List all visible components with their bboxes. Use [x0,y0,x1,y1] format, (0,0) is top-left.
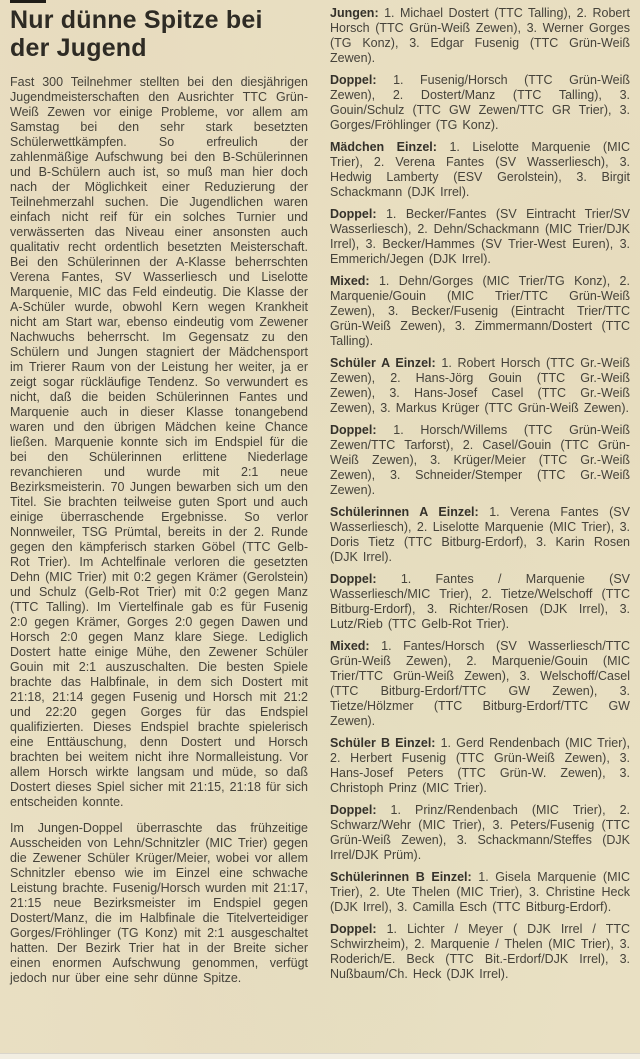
section-text: 1. Gisela Marquenie (MIC Trier), 2. Ute Thelen (MIC Trier), 3. Christine Heck (DJK Irrel), 3. Camilla Esch (TTC Bitburg-Erdorf). [330,870,631,914]
section-text: 1. Verena Fantes (SV Wasserliesch), 2. Liselotte Marquenie (MIC Trier), 3. Doris Tietz (TTC Bitburg-Erdorf), 3. Karin Rosen (DJK Irrel). [330,505,630,564]
section-text: 1. Fantes / Marquenie (SV Wasserliesch/MIC Trier), 2. Tietze/Welschoff (TTC Bitburg-Erdorf), 3. Richter/Rosen (DJK Irrel), 3. Lutz/Rieb (TTC Gelb-Rot Trier). [330,572,630,631]
results-section-maedchen-doppel [330,207,630,267]
scan-bottom-edge [0,1053,640,1059]
results-section-schuelerinnen-a-doppel [330,572,630,632]
results-section-schuelerinnen-a-einzel [330,505,630,565]
results-section-schueler-mixed [330,639,630,729]
section-text: 1. Gerd Rendenbach (MIC Trier), 2. Herbert Fusenig (TTC Grün-Weiß Zewen), 3. Hans-Josef Peters (TTC Grün-W. Zewen), 3. Christoph Prinz (MIC Trier). [330,736,631,795]
section-text: 1. Liselotte Marquenie (MIC Trier), 2. Verena Fantes (SV Wasserliesch), 3. Hedwig Lamberty (ESV Gerolstein), 3. Birgit Schackmann (DJK Irrel). [330,140,631,199]
section-label: Doppel: [330,423,377,437]
section-text: 1. Horsch/Willems (TTC Grün-Weiß Zewen/TTC Tarforst), 2. Casel/Gouin (TTC Grün-Weiß Zewen), 3. Krüger/Meier (TTC Gr.-Weiß Zewen), 3. Schneider/Stemper (TTC Gr.-Weiß Zewen). [330,423,630,497]
section-label: Mixed: [330,639,370,653]
section-text: 1. Robert Horsch (TTC Gr.-Weiß Zewen), 2. Hans-Jörg Gouin (TTC Gr.-Weiß Zewen), 3. Hans-Josef Casel (TTC Gr.-Weiß Zewen), 3. Markus Krüger (TTC Grün-Weiß Zewen). [330,356,630,415]
top-rule-fragment [10,0,46,3]
results-section-jungen-doppel [330,73,630,133]
results-section-jungen-einzel [330,6,630,66]
section-label: Schülerinnen B Einzel: [330,870,472,884]
section-label: Doppel: [330,803,377,817]
results-section-schueler-a-doppel [330,423,630,498]
results-section-maedchen-einzel [330,140,630,200]
results-section-schueler-b-doppel [330,803,630,863]
section-text: 1. Prinz/Rendenbach (MIC Trier), 2. Schwarz/Wehr (MIC Trier), 3. Peters/Fusenig (TTC Grün-Weiß Zewen), 3. Schackmann/Steffes (DJK Irrel/DJK Prüm). [330,803,630,862]
section-label: Schüler A Einzel: [330,356,436,370]
section-text: 1. Lichter / Meyer ( DJK Irrel / TTC Schwirzheim), 2. Marquenie / Thelen (MIC Trier), 3. Roderich/E. Beck (TTC Bit.-Erdorf/DJK Irrel), 3. Nußbaum/Ch. Heck (DJK Irrel). [330,922,631,981]
section-label: Jungen: [330,6,379,20]
article-headline: Nur dünne Spitze bei der Jugend [10,6,263,62]
results-section-jugend-mixed [330,274,630,349]
results-column [330,5,630,997]
section-label: Schülerinnen A Einzel: [330,505,479,519]
article-paragraph-1: Fast 300 Teilnehmer stellten bei den diesjährigen Jugendmeisterschaften den Ausrichter TTC Grün-Weiß Zewen vor einige Probleme, vor allem am Samstag bei den sehr stark besetzten Schülerwettkämpfen. So erfreulich der zahlenmäßige Aufschwung bei den B-Schülerinnen und B-Schülern auch ist, so muß man hier doch nach der Möglichkeit einer Reduzierung der Teilnehmerzahl suchen. Die Jugendlichen waren einfach nicht reif für ein solches Turnier und verwässerten das Niveau einer ansonsten auch qualitativ recht ordentlich besetzten Meisterschaft. Bei den Schülerinnen der A-Klasse beherrschten Verena Fantes, SV Wasserliesch und Liselotte Marquenie, MIC das Feld eindeutig. Die Klasse der A-Schüler wurde, obwohl Kern wegen Krankheit nicht am Start war, ebenso eindeutig vom Zewener Nachwuchs beherrscht. Im Gegensatz zu den Schülern und Jungen stagniert der Mädchensport im Trierer Raum von der Leistung her weiter, ja er zeigt sogar rückläufige Tendenz. So verwundert es nicht, daß die beiden Schülerinnen Fantes und Marquenie auch in dieser Klasse tonangebend waren und den übrigen Mädchen keine Chance ließen. Marquenie konnte sich im Endspiel für die bei den Schülerinnen erlittene Niederlage revanchieren und wurde mit 2:1 neue Bezirksmeisterin. 70 Jungen bewarben sich um den Titel. Sie brachten teilweise guten Sport und auch einige überraschende Ergebnisse. So verlor Nonnweiler, TSG Prümtal, bereits in der 2. Runde gegen den kämpferisch starken Göbel (TTC Gelb-Rot Trier). Im Achtelfinale verloren die gesetzten Dehn (MIC Trier) mit 0:2 gegen Krämer (Gerolstein) und Schulz (Gelb-Rot Trier) mit 0:2 gegen Manz (TTC Talling). Im Viertelfinale gab es für Fusenig 2:0 gegen Krämer, Gorges 2:0 gegen Dawen und Horsch 2:0 gegen Manz klare Siege. Lediglich Dostert hatte einige Mühe, den Zewener Schüler Gouin mit 2:1 auszuschalten. Die besten Spiele brachte das Halbfinale, in dem sich Dostert mit 21:18, 21:14 gegen Fusenig und Horsch mit 21:2 und 22:20 gegen Gorges für das Endspiel qualifizierten. Dieses Endspiel brachte spielerisch eine Enttäuschung, denn Dostert und Horsch brachten bei weitem nicht ihre Normalleistung. Vor allem Horsch wirkte langsam und müde, so daß Dostert dieses Spiel sicher mit 21:15, 21:18 für sich entscheiden konnte. [10,75,308,809]
article-paragraph-2: Im Jungen-Doppel überraschte das frühzeitige Ausscheiden von Lehn/Schnitzler (MIC Trier) gegen die Zewener Schüler Krüger/Meier, wobei vor allem Schnitzler ebenso wie im Einzel eine schwache Leistung brachte. Fusenig/Horsch wurden mit 21:17, 21:15 neue Bezirksmeister im Endspiel gegen Dostert/Manz, die im Halbfinale die Titelverteidiger Gorges/Fröhlinger (TG Konz) mit 2:1 ausgeschaltet hatten. Der Bezirk Trier hat in der Breite sicher einen enormen Aufschwung genommen, verfügt jedoch nur über eine sehr dünne Spitze. [10,821,308,985]
section-label: Mädchen Einzel: [330,140,437,154]
section-text: 1. Fusenig/Horsch (TTC Grün-Weiß Zewen), 2. Dostert/Manz (TTC Talling), 3. Gouin/Schulz (TTC GW Zewen/TTC GR Trier), 3. Gorges/Fröhlinger (TG Konz). [330,73,631,132]
section-label: Doppel: [330,207,377,221]
section-label: Schüler B Einzel: [330,736,436,750]
results-section-schueler-a-einzel [330,356,630,416]
section-text: 1. Becker/Fantes (SV Eintracht Trier/SV Wasserliesch), 2. Dehn/Schackmann (MIC Trier/DJK Irrel), 3. Becker/Hammes (SV Trier-West Euren), 3. Emmerich/Jegen (DJK Irrel). [330,207,631,266]
section-label: Doppel: [330,572,377,586]
results-section-schuelerinnen-b-doppel [330,922,630,982]
results-section-schueler-b-einzel [330,736,630,796]
section-text: 1. Michael Dostert (TTC Talling), 2. Robert Horsch (TTC Grün-Weiß Zewen), 3. Werner Gorges (TG Konz), 3. Edgar Fusenig (TTC Grün-Weiß Zewen). [330,6,630,65]
section-text: 1. Fantes/Horsch (SV Wasserliesch/TTC Grün-Weiß Zewen), 2. Marquenie/Gouin (MIC Trier/TTC Grün-Weiß Zewen), 3. Welschoff/Casel (TTC Bitburg-Erdorf/TTC GW Zewen), 3. Tietze/Hölzmer (TTC Bitburg-Erdorf/TTC GW Zewen). [330,639,630,728]
results-section-schuelerinnen-b-einzel [330,870,630,915]
section-label: Doppel: [330,922,377,936]
section-label: Doppel: [330,73,377,87]
article-column [10,5,308,997]
section-label: Mixed: [330,274,370,288]
section-text: 1. Dehn/Gorges (MIC Trier/TG Konz), 2. Marquenie/Gouin (MIC Trier/TTC Grün-Weiß Zewen), 3. Becker/Fusenig (Eintracht Trier/TTC Grün-Weiß Zewen), 3. Zimmermann/Dostert (TTC Talling). [330,274,630,348]
